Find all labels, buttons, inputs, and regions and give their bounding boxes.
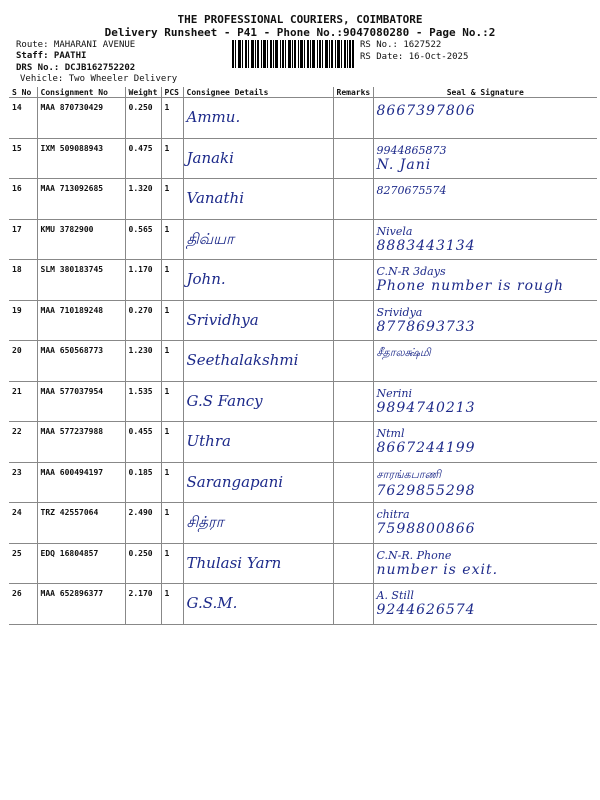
cell-consignee bbox=[183, 260, 333, 301]
signature-line-1: 9944865873 bbox=[376, 143, 447, 157]
signature-line-2: 8778693733 bbox=[376, 318, 476, 335]
cell-consignment: MAA 577037954 bbox=[37, 381, 125, 422]
drs-number: DRS No.: DCJB162752202 bbox=[16, 63, 136, 73]
cell-pcs: 1 bbox=[161, 341, 183, 382]
cell-consignee bbox=[183, 503, 333, 544]
signature-line-1: Nerini bbox=[376, 386, 413, 400]
signature-line-1: C.N-R 3days bbox=[376, 265, 446, 278]
signature-line-1: A. Still bbox=[376, 589, 414, 602]
col-header-pcs: PCS bbox=[161, 87, 183, 98]
cell-consignment: IXM 509088943 bbox=[37, 138, 125, 179]
cell-pcs: 1 bbox=[161, 543, 183, 584]
table-row bbox=[9, 138, 597, 179]
cell-sno: 22 bbox=[9, 422, 37, 463]
cell-sno: 14 bbox=[9, 98, 37, 139]
table-header-row bbox=[9, 87, 597, 98]
table-row bbox=[9, 584, 597, 625]
cell-weight: 0.250 bbox=[125, 543, 161, 584]
cell-consignee bbox=[183, 138, 333, 179]
cell-pcs: 1 bbox=[161, 260, 183, 301]
cell-pcs: 1 bbox=[161, 462, 183, 503]
cell-remarks bbox=[333, 138, 373, 179]
table-row bbox=[9, 381, 597, 422]
cell-weight: 2.170 bbox=[125, 584, 161, 625]
signature-line-2: 8667244199 bbox=[376, 440, 476, 456]
cell-pcs: 1 bbox=[161, 300, 183, 341]
col-header-consignee: Consignee Details bbox=[183, 87, 333, 98]
cell-consignee bbox=[183, 543, 333, 584]
cell-pcs: 1 bbox=[161, 584, 183, 625]
col-header-signature: Seal & Signature bbox=[373, 87, 597, 98]
route-label: Route: MAHARANI AVENUE bbox=[16, 40, 136, 50]
table-row bbox=[9, 219, 597, 260]
cell-consignment: MAA 652896377 bbox=[37, 584, 125, 625]
cell-sno: 20 bbox=[9, 341, 37, 382]
runsheet-subtitle: Delivery Runsheet - P41 - Phone No.:9047080280 - Page No.:2 bbox=[104, 26, 496, 39]
consignee-handwriting: G.S Fancy bbox=[186, 391, 263, 410]
signature-line-2: N. Jani bbox=[376, 156, 432, 173]
col-header-consignment: Consignment No bbox=[37, 87, 125, 98]
signature-line-1: chitra bbox=[376, 508, 410, 521]
cell-consignee bbox=[183, 179, 333, 220]
cell-consignment: MAA 577237988 bbox=[37, 422, 125, 463]
signature-line-1: C.N-R. Phone bbox=[376, 548, 452, 562]
cell-signature bbox=[373, 543, 597, 584]
cell-remarks bbox=[333, 300, 373, 341]
cell-consignment: TRZ 42557064 bbox=[37, 503, 125, 544]
table-body bbox=[9, 98, 597, 625]
signature-line-1: Ntml bbox=[376, 427, 405, 440]
vehicle-label: Vehicle: Two Wheeler Delivery bbox=[20, 74, 178, 84]
cell-signature bbox=[373, 260, 597, 301]
cell-pcs: 1 bbox=[161, 422, 183, 463]
cell-sno: 23 bbox=[9, 462, 37, 503]
signature-line-2: 8667397806 bbox=[376, 103, 476, 119]
signature-line-1: சீதாலக்ஷ்மி bbox=[376, 346, 431, 359]
consignee-handwriting: Srividhya bbox=[186, 310, 259, 329]
cell-pcs: 1 bbox=[161, 179, 183, 220]
consignee-handwriting: Seethalakshmi bbox=[186, 351, 299, 369]
cell-consignee bbox=[183, 422, 333, 463]
cell-sno: 26 bbox=[9, 584, 37, 625]
cell-consignee bbox=[183, 381, 333, 422]
cell-sno: 19 bbox=[9, 300, 37, 341]
col-header-weight: Weight bbox=[125, 87, 161, 98]
delivery-table bbox=[9, 87, 597, 625]
cell-pcs: 1 bbox=[161, 503, 183, 544]
cell-consignment: MAA 650568773 bbox=[37, 341, 125, 382]
consignee-handwriting: John. bbox=[186, 270, 226, 288]
signature-line-2: Phone number is rough bbox=[376, 278, 565, 294]
consignee-handwriting: G.S.M. bbox=[186, 594, 238, 612]
cell-remarks bbox=[333, 219, 373, 260]
cell-signature bbox=[373, 138, 597, 179]
cell-consignee bbox=[183, 584, 333, 625]
cell-consignee bbox=[183, 462, 333, 503]
cell-consignee bbox=[183, 219, 333, 260]
cell-weight: 0.185 bbox=[125, 462, 161, 503]
cell-weight: 0.475 bbox=[125, 138, 161, 179]
cell-consignment: SLM 380183745 bbox=[37, 260, 125, 301]
cell-sno: 15 bbox=[9, 138, 37, 179]
cell-weight: 0.250 bbox=[125, 98, 161, 139]
consignee-handwriting: Uthra bbox=[186, 432, 231, 450]
cell-consignment: EDQ 16804857 bbox=[37, 543, 125, 584]
cell-remarks bbox=[333, 543, 373, 584]
cell-pcs: 1 bbox=[161, 98, 183, 139]
cell-signature bbox=[373, 503, 597, 544]
cell-signature bbox=[373, 98, 597, 139]
cell-consignment: MAA 710189248 bbox=[37, 300, 125, 341]
cell-remarks bbox=[333, 584, 373, 625]
cell-signature bbox=[373, 179, 597, 220]
signature-line-1: சாரங்கபாணி bbox=[376, 467, 441, 481]
barcode-image bbox=[232, 40, 354, 68]
cell-remarks bbox=[333, 179, 373, 220]
cell-sno: 17 bbox=[9, 219, 37, 260]
table-row bbox=[9, 179, 597, 220]
cell-signature bbox=[373, 422, 597, 463]
rs-number: RS No.: 1627522 bbox=[360, 40, 442, 50]
cell-sno: 21 bbox=[9, 381, 37, 422]
signature-line-1: Srividya bbox=[376, 305, 423, 319]
cell-consignment: KMU 3782900 bbox=[37, 219, 125, 260]
cell-remarks bbox=[333, 503, 373, 544]
table-row bbox=[9, 543, 597, 584]
signature-line-2: number is exit. bbox=[376, 561, 499, 578]
consignee-handwriting: Thulasi Yarn bbox=[186, 553, 282, 572]
table-row bbox=[9, 422, 597, 463]
cell-pcs: 1 bbox=[161, 219, 183, 260]
cell-remarks bbox=[333, 341, 373, 382]
cell-signature bbox=[373, 219, 597, 260]
col-header-remarks: Remarks bbox=[333, 87, 373, 98]
table-row bbox=[9, 98, 597, 139]
cell-signature bbox=[373, 300, 597, 341]
cell-weight: 0.270 bbox=[125, 300, 161, 341]
consignee-handwriting: சித்ரா bbox=[186, 513, 224, 531]
signature-line-1: Nivela bbox=[376, 224, 413, 238]
cell-signature bbox=[373, 584, 597, 625]
cell-pcs: 1 bbox=[161, 138, 183, 179]
cell-signature bbox=[373, 462, 597, 503]
consignee-handwriting: Ammu. bbox=[186, 108, 241, 126]
cell-sno: 25 bbox=[9, 543, 37, 584]
signature-line-2: 7629855298 bbox=[376, 482, 476, 499]
signature-line-1: 8270675574 bbox=[376, 184, 447, 197]
cell-sno: 18 bbox=[9, 260, 37, 301]
table-row bbox=[9, 300, 597, 341]
staff-label: Staff: PAATHI bbox=[16, 51, 87, 61]
cell-sno: 16 bbox=[9, 179, 37, 220]
consignee-handwriting: Vanathi bbox=[186, 189, 244, 207]
cell-remarks bbox=[333, 98, 373, 139]
cell-consignee bbox=[183, 341, 333, 382]
cell-consignee bbox=[183, 300, 333, 341]
cell-remarks bbox=[333, 422, 373, 463]
cell-sno: 24 bbox=[9, 503, 37, 544]
cell-remarks bbox=[333, 381, 373, 422]
cell-consignment: MAA 870730429 bbox=[37, 98, 125, 139]
table-row bbox=[9, 462, 597, 503]
table-row bbox=[9, 260, 597, 301]
cell-signature bbox=[373, 341, 597, 382]
cell-pcs: 1 bbox=[161, 381, 183, 422]
cell-weight: 1.320 bbox=[125, 179, 161, 220]
rs-date: RS Date: 16-Oct-2025 bbox=[360, 52, 469, 62]
cell-remarks bbox=[333, 462, 373, 503]
col-header-sno: S No bbox=[9, 87, 37, 98]
consignee-handwriting: Sarangapani bbox=[186, 472, 284, 491]
table-row bbox=[9, 341, 597, 382]
table-row bbox=[9, 503, 597, 544]
cell-weight: 1.535 bbox=[125, 381, 161, 422]
signature-line-2: 7598800866 bbox=[376, 521, 476, 537]
cell-consignment: MAA 600494197 bbox=[37, 462, 125, 503]
cell-weight: 0.455 bbox=[125, 422, 161, 463]
cell-consignee bbox=[183, 98, 333, 139]
cell-weight: 0.565 bbox=[125, 219, 161, 260]
consignee-handwriting: திவ்யா bbox=[186, 229, 234, 248]
cell-weight: 2.490 bbox=[125, 503, 161, 544]
company-title: THE PROFESSIONAL COURIERS, COIMBATORE bbox=[177, 13, 423, 26]
cell-remarks bbox=[333, 260, 373, 301]
signature-line-2: 8883443134 bbox=[376, 237, 476, 254]
cell-consignment: MAA 713092685 bbox=[37, 179, 125, 220]
signature-line-2: 9894740213 bbox=[376, 399, 476, 416]
signature-line-2: 9244626574 bbox=[376, 602, 476, 618]
cell-weight: 1.170 bbox=[125, 260, 161, 301]
cell-weight: 1.230 bbox=[125, 341, 161, 382]
consignee-handwriting: Janaki bbox=[186, 148, 234, 167]
cell-signature bbox=[373, 381, 597, 422]
